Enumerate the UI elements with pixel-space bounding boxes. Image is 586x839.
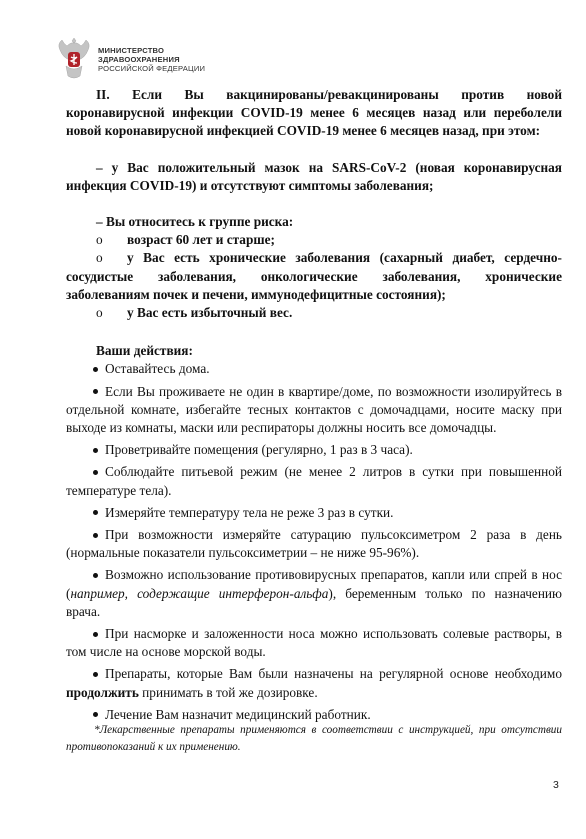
risk-marker: o bbox=[96, 305, 103, 321]
action-item bbox=[66, 441, 562, 459]
actions-title: Ваши действия: bbox=[96, 343, 193, 359]
action-text-bold: продолжить bbox=[66, 684, 139, 700]
action-text: Измеряйте температуру тела не реже 3 раз в сутки. bbox=[105, 504, 394, 520]
bullet-icon bbox=[93, 672, 98, 677]
action-item bbox=[66, 566, 562, 621]
risk-marker: o bbox=[96, 232, 103, 248]
bullet-icon bbox=[93, 712, 98, 717]
risk-item bbox=[66, 249, 562, 304]
action-text: Лечение Вам назначит медицинский работник. bbox=[105, 706, 371, 722]
document-body bbox=[66, 86, 562, 728]
risk-item-text: у Вас есть избыточный вес. bbox=[127, 305, 293, 321]
risk-item-text: возраст 60 лет и старше; bbox=[127, 232, 275, 248]
eagle-emblem-icon bbox=[54, 34, 94, 84]
risk-item bbox=[66, 231, 562, 249]
action-item bbox=[66, 504, 562, 522]
bullet-icon bbox=[93, 632, 98, 637]
bullet-icon bbox=[93, 367, 98, 372]
action-item bbox=[66, 526, 562, 562]
action-text: ), беременным только по назначению врача. bbox=[66, 585, 562, 619]
page-number: 3 bbox=[553, 779, 559, 791]
action-text-italic: например, содержащие интерферон-альфа bbox=[70, 585, 329, 601]
action-item bbox=[66, 625, 562, 661]
ministry-logo bbox=[54, 34, 205, 84]
action-text: Препараты, которые Вам были назначены на регулярной основе необходимо bbox=[105, 666, 562, 682]
condition-positive-swab: – у Вас положительный мазок на SARS-CoV-2 (новая коронавирусная инфекция COVID-19) и отсутствуют симптомы заболевания; bbox=[66, 159, 562, 193]
bullet-icon bbox=[93, 510, 98, 515]
action-text: Возможно использование противовирусных препаратов, капли или спрей в нос ( bbox=[66, 567, 562, 601]
logo-line-1: МИНИСТЕРСТВО bbox=[98, 45, 165, 55]
logo-line-3: РОССИЙСКОЙ ФЕДЕРАЦИИ bbox=[98, 63, 206, 73]
bullet-icon bbox=[93, 389, 98, 394]
risk-item bbox=[66, 304, 562, 322]
bullet-icon bbox=[93, 448, 98, 453]
action-item bbox=[66, 665, 562, 701]
bullet-icon bbox=[93, 470, 98, 475]
action-text: При возможности измеряйте сатурацию пульсоксиметром 2 раза в день (нормальные показатели пульсоксиметрии – не ниже 95-96%). bbox=[66, 527, 562, 561]
action-item bbox=[66, 383, 562, 438]
action-item bbox=[66, 463, 562, 499]
bullet-icon bbox=[93, 573, 98, 578]
action-text: Если Вы проживаете не один в квартире/доме, по возможности изолируйтесь в отдельной комнате, избегайте тесных контактов с домочадцами, носите маску при выходе из комнаты, маски или респираторы должны носить все домочадцы. bbox=[66, 383, 562, 436]
action-text: При насморке и заложенности носа можно использовать солевые растворы, в том числе на основе морской воды. bbox=[66, 626, 562, 660]
logo-line-2: ЗДРАВООХРАНЕНИЯ bbox=[98, 54, 180, 64]
action-text: Соблюдайте питьевой режим (не менее 2 литров в сутки при повышенной температуре тела). bbox=[66, 464, 562, 498]
bullet-icon bbox=[93, 533, 98, 538]
risk-item-text: у Вас есть хронические заболевания (сахарный диабет, сердечно-сосудистые заболевания, онкологические заболевания, хронические заболеваниям почек и печени, иммунодефицитные состояния); bbox=[66, 250, 562, 302]
risk-group-intro: – Вы относитесь к группе риска: bbox=[96, 214, 294, 230]
action-text: Оставайтесь дома. bbox=[105, 361, 210, 377]
action-text: принимать в той же дозировке. bbox=[138, 684, 318, 700]
section-heading: II. Если Вы вакцинированы/ревакцинированы против новой коронавирусной инфекции COVID-19 менее 6 месяцев назад или переболели новой коронавирусной инфекцией COVID-19 менее 6 месяцев назад, при этом: bbox=[66, 87, 562, 139]
footnote: *Лекарственные препараты применяются в соответствии с инструкцией, при отсутствии противопоказаний к их применению. bbox=[66, 724, 562, 753]
action-text: Проветривайте помещения (регулярно, 1 раз в 3 часа). bbox=[105, 442, 413, 458]
risk-marker: o bbox=[96, 250, 103, 266]
action-item bbox=[66, 360, 562, 378]
